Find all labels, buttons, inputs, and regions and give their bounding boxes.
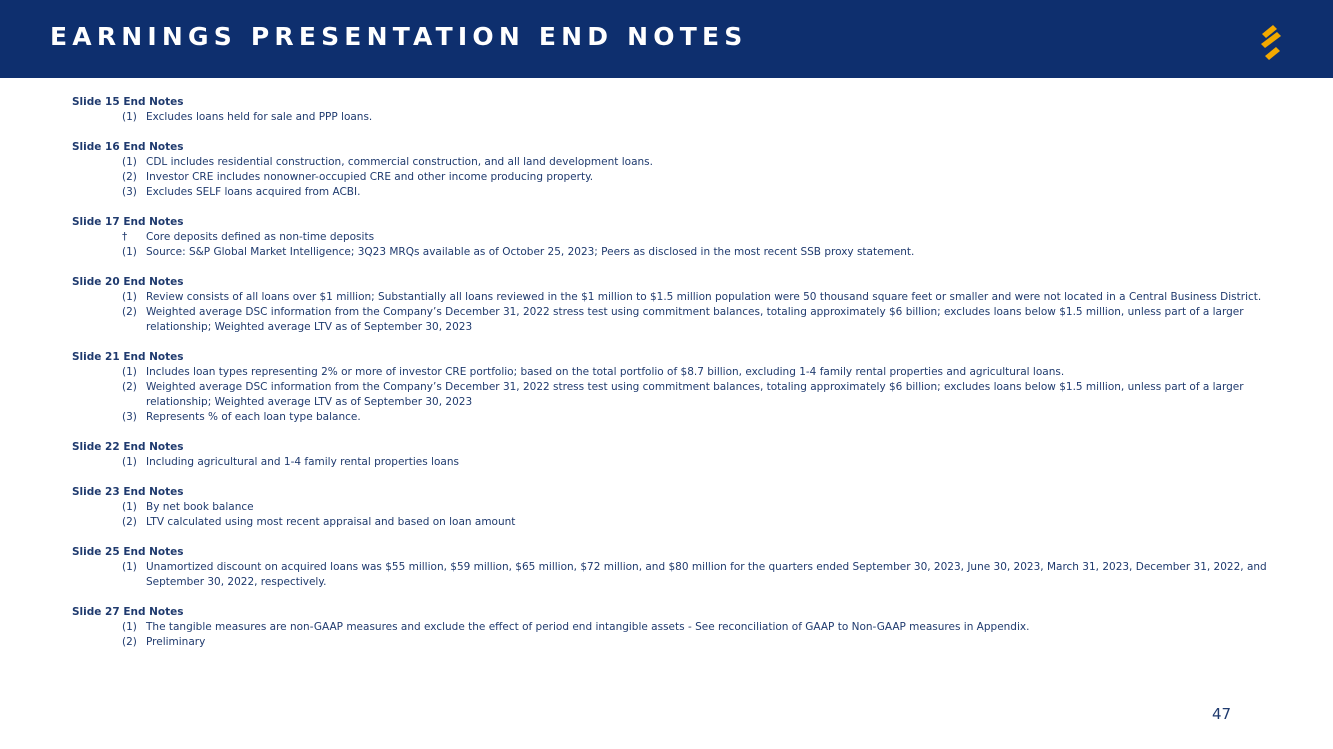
end-notes-section [72, 605, 1267, 650]
page-number: 47 [1212, 705, 1232, 723]
note-text: Includes loan types representing 2% or more of investor CRE portfolio; based on the total portfolio of $8.7 billion, excluding 1-4 family rental properties and agricultural loans. [146, 366, 1065, 378]
note-marker-cell [72, 290, 146, 305]
note-marker-cell [72, 110, 146, 125]
end-notes-section [72, 440, 1267, 470]
note-marker-cell [72, 380, 146, 410]
end-notes-section [72, 140, 1267, 200]
section-title: Slide 22 End Notes [72, 441, 184, 453]
note-marker: (2) [122, 381, 137, 393]
section-title: Slide 27 End Notes [72, 606, 184, 618]
note-marker-cell [72, 170, 146, 185]
note-marker: (1) [122, 366, 137, 378]
end-notes-section [72, 485, 1267, 530]
end-note [72, 110, 1267, 125]
end-notes-section [72, 95, 1267, 125]
section-title: Slide 20 End Notes [72, 276, 184, 288]
note-text: Including agricultural and 1-4 family rental properties loans [146, 456, 459, 468]
note-marker: (1) [122, 456, 137, 468]
section-title: Slide 17 End Notes [72, 216, 184, 228]
note-marker: (1) [122, 246, 137, 258]
note-text: Unamortized discount on acquired loans was $55 million, $59 million, $65 million, $72 million, and $80 million for the quarters ended September 30, 2023, June 30, 2023, March 31, 2023, December 31, 2022, and September 30, 2022, respectively. [146, 561, 1267, 588]
end-note [72, 560, 1267, 590]
note-marker: (2) [122, 306, 137, 318]
end-note [72, 515, 1267, 530]
note-text: Represents % of each loan type balance. [146, 411, 361, 423]
end-note [72, 500, 1267, 515]
end-note [72, 185, 1267, 200]
note-marker-cell [72, 185, 146, 200]
note-marker-cell [72, 365, 146, 380]
section-title: Slide 25 End Notes [72, 546, 184, 558]
note-marker: † [122, 231, 128, 243]
note-text: Weighted average DSC information from the Company’s December 31, 2022 stress test using commitment balances, totaling approximately $6 billion; excludes loans below $1.5 million, unless part of a larger relationship; Weighted average LTV as of September 30, 2023 [146, 381, 1244, 408]
end-note [72, 155, 1267, 170]
note-marker-cell [72, 560, 146, 590]
end-notes-section [72, 350, 1267, 425]
note-text: LTV calculated using most recent appraisal and based on loan amount [146, 516, 516, 528]
note-marker-cell [72, 455, 146, 470]
note-text: Excludes SELF loans acquired from ACBI. [146, 186, 361, 198]
end-notes-section [72, 545, 1267, 590]
note-text: By net book balance [146, 501, 254, 513]
note-marker-cell [72, 635, 146, 650]
section-title: Slide 16 End Notes [72, 141, 184, 153]
note-marker: (3) [122, 411, 137, 423]
end-note [72, 230, 1267, 245]
end-note [72, 380, 1267, 410]
note-marker-cell [72, 620, 146, 635]
note-marker-cell [72, 500, 146, 515]
end-notes-list [72, 95, 1267, 665]
end-note [72, 170, 1267, 185]
note-marker-cell [72, 155, 146, 170]
section-title: Slide 15 End Notes [72, 96, 184, 108]
note-text: Excludes loans held for sale and PPP loans. [146, 111, 373, 123]
end-note [72, 620, 1267, 635]
end-note [72, 455, 1267, 470]
section-title: Slide 21 End Notes [72, 351, 184, 363]
end-note [72, 365, 1267, 380]
note-marker-cell [72, 245, 146, 260]
end-note [72, 635, 1267, 650]
note-marker: (3) [122, 186, 137, 198]
note-text: Core deposits defined as non-time deposits [146, 231, 375, 243]
note-marker-cell [72, 515, 146, 530]
note-text: The tangible measures are non-GAAP measures and exclude the effect of period end intangible assets - See reconciliation of GAAP to Non-GAAP measures in Appendix. [146, 621, 1030, 633]
note-marker-cell [72, 230, 146, 245]
note-marker-cell [72, 410, 146, 425]
note-marker: (2) [122, 636, 137, 648]
note-marker: (2) [122, 171, 137, 183]
note-text: Review consists of all loans over $1 million; Substantially all loans reviewed in the $1 million to $1.5 million population were 50 thousand square feet or smaller and were not located in a Central Business District. [146, 291, 1262, 303]
note-text: CDL includes residential construction, commercial construction, and all land development loans. [146, 156, 653, 168]
note-marker: (1) [122, 111, 137, 123]
note-marker: (1) [122, 501, 137, 513]
note-marker: (2) [122, 516, 137, 528]
end-note [72, 245, 1267, 260]
header-bar [0, 0, 1333, 78]
end-notes-section [72, 275, 1267, 335]
section-title: Slide 23 End Notes [72, 486, 184, 498]
note-text: Investor CRE includes nonowner-occupied CRE and other income producing property. [146, 171, 594, 183]
note-marker: (1) [122, 561, 137, 573]
note-text: Preliminary [146, 636, 206, 648]
page-title: EARNINGS PRESENTATION END NOTES [50, 22, 748, 51]
end-note [72, 305, 1267, 335]
note-marker: (1) [122, 291, 137, 303]
note-marker-cell [72, 305, 146, 335]
end-note [72, 410, 1267, 425]
note-text: Weighted average DSC information from the Company’s December 31, 2022 stress test using commitment balances, totaling approximately $6 billion; excludes loans below $1.5 million, unless part of a larger relationship; Weighted average LTV as of September 30, 2023 [146, 306, 1244, 333]
note-text: Source: S&P Global Market Intelligence; 3Q23 MRQs available as of October 25, 2023; Peers as disclosed in the most recent SSB proxy statement. [146, 246, 915, 258]
note-marker: (1) [122, 621, 137, 633]
end-note [72, 290, 1267, 305]
southstate-logo-icon [1256, 22, 1286, 60]
note-marker: (1) [122, 156, 137, 168]
end-notes-section [72, 215, 1267, 260]
